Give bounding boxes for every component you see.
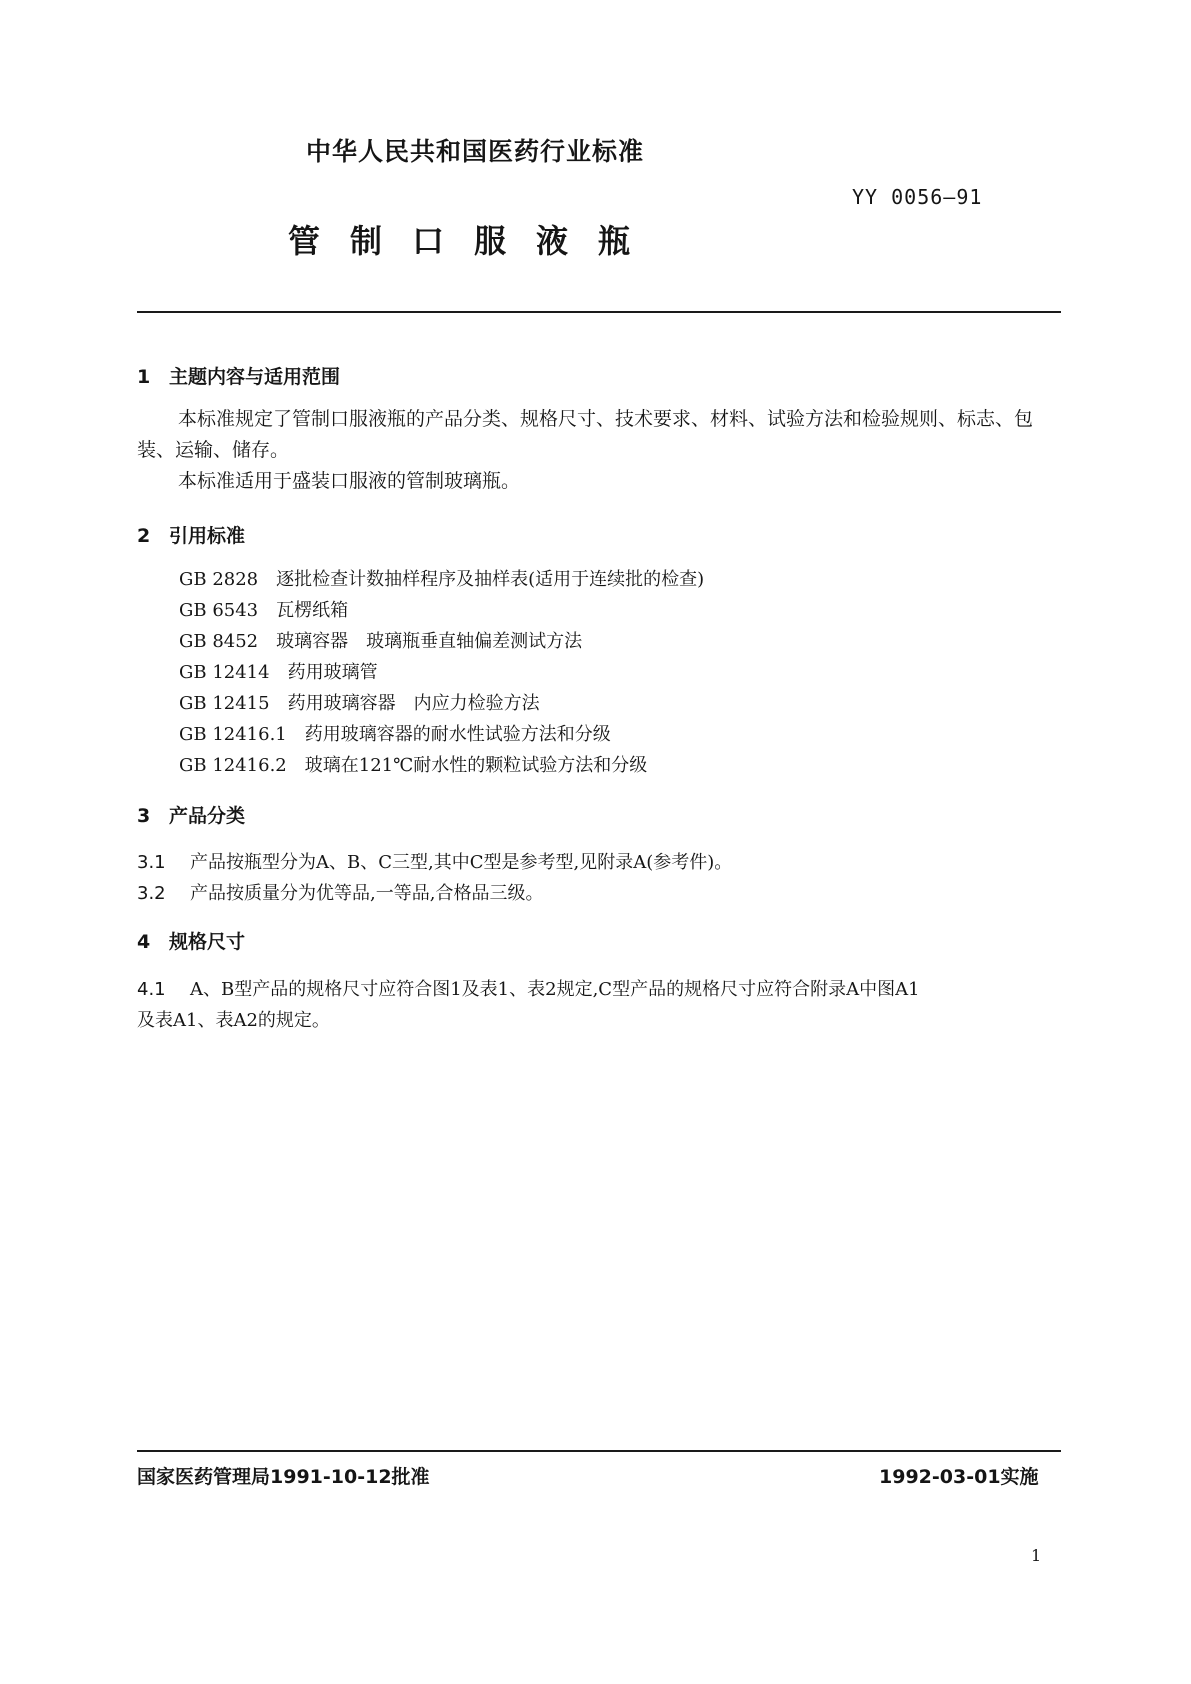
section-2-heading: [137, 521, 245, 548]
header-divider: [137, 311, 1061, 313]
section-4-heading: [137, 927, 245, 954]
reference-item: GB 12416.1 药用玻璃容器的耐水性试验方法和分级: [179, 724, 611, 745]
reference-item: GB 6543 瓦楞纸箱: [179, 600, 349, 621]
clause-4-1-line-2: 及表A1、表A2的规定。: [137, 1010, 330, 1031]
clause-number: 4.1: [137, 979, 166, 1000]
section-number: 4: [137, 931, 151, 953]
clause-text: 产品按质量分为优等品,一等品,合格品三级。: [190, 883, 544, 904]
reference-item: GB 12415 药用玻璃容器 内应力检验方法: [179, 693, 540, 714]
clause-3-1: [137, 848, 732, 874]
reference-item: GB 2828 逐批检查计数抽样程序及抽样表(适用于连续批的检查): [179, 569, 705, 590]
clause-number: 3.2: [137, 883, 166, 904]
clause-4-1-line-1: [137, 975, 920, 1001]
section-number: 1: [137, 366, 151, 388]
section-number: 3: [137, 805, 151, 827]
reference-item: GB 12416.2 玻璃在121℃耐水性的颗粒试验方法和分级: [179, 755, 648, 776]
document-title: 管制口服液瓶: [288, 222, 661, 260]
section-1-paragraph-1-line-1: 本标准规定了管制口服液瓶的产品分类、规格尺寸、技术要求、材料、试验方法和检验规则、标志、包: [178, 408, 1034, 430]
page-number: 1: [1031, 1546, 1042, 1565]
section-3-heading: [137, 801, 245, 828]
footer-divider: [137, 1450, 1061, 1452]
section-title: 规格尺寸: [169, 931, 246, 953]
section-number: 2: [137, 525, 151, 547]
section-1-paragraph-1-line-2: 装、运输、储存。: [137, 439, 290, 461]
section-1-paragraph-2: 本标准适用于盛装口服液的管制玻璃瓶。: [178, 470, 521, 492]
clause-3-2: [137, 879, 543, 905]
section-title: 主题内容与适用范围: [169, 366, 341, 388]
section-title: 产品分类: [169, 805, 246, 827]
org-title: 中华人民共和国医药行业标准: [306, 137, 645, 166]
section-1-heading: [137, 362, 340, 389]
clause-number: 3.1: [137, 852, 166, 873]
clause-text: A、B型产品的规格尺寸应符合图1及表1、表2规定,C型产品的规格尺寸应符合附录A中图A1: [190, 979, 920, 1000]
reference-item: GB 12414 药用玻璃管: [179, 662, 378, 683]
section-title: 引用标准: [169, 525, 246, 547]
reference-item: GB 8452 玻璃容器 玻璃瓶垂直轴偏差测试方法: [179, 631, 583, 652]
approval-date: 国家医药管理局1991-10-12批准: [137, 1466, 430, 1488]
implementation-date: 1992-03-01实施: [879, 1466, 1039, 1488]
clause-text: 产品按瓶型分为A、B、C三型,其中C型是参考型,见附录A(参考件)。: [190, 852, 733, 873]
standard-code: YY 0056—91: [852, 185, 983, 209]
